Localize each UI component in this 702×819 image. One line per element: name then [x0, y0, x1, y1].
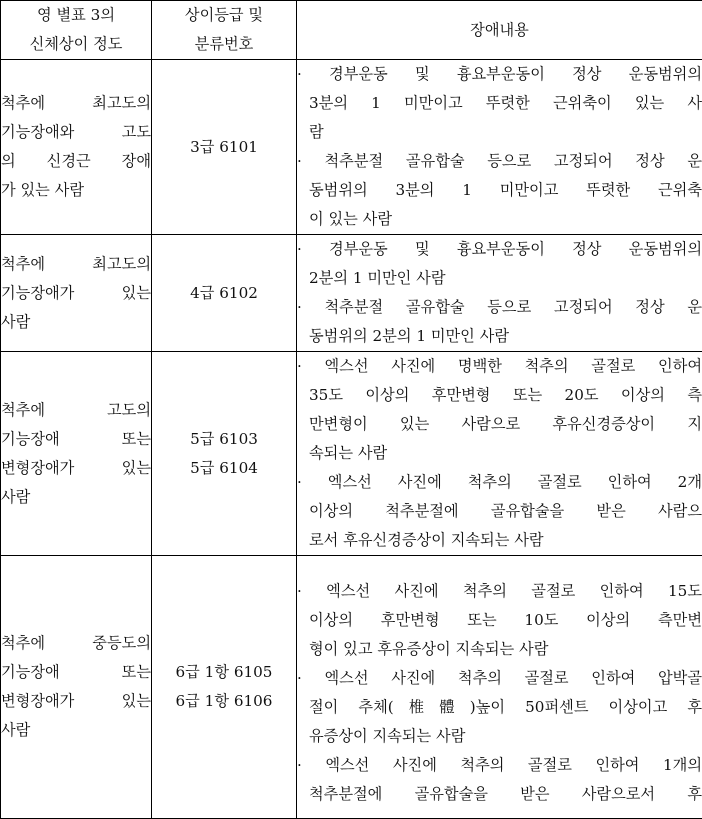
condition-line: 기능장애가 있는 — [1, 279, 151, 308]
description-line: · 엑스선 사진에 척추의 골절로 인하여 압박골 — [297, 664, 702, 693]
description-line: 만변형이 있는 사람으로 후유신경증상이 지 — [297, 410, 702, 439]
header-body-condition-line2: 신체상이 정도 — [30, 35, 123, 53]
condition-line: 사람 — [1, 308, 151, 337]
condition-line: 변형장애가 있는 — [1, 687, 151, 716]
condition-line: 사람 — [1, 716, 151, 745]
condition-cell — [1, 556, 152, 819]
description-line: 이상의 후만변형 또는 10도 이상의 측만변 — [297, 606, 702, 635]
description-cell — [297, 556, 702, 819]
header-disability-content — [297, 1, 702, 60]
description-cell — [297, 60, 702, 235]
table-body — [1, 60, 702, 819]
description-line: 유증상이 지속되는 사람 — [297, 722, 702, 751]
description-line: 형이 있고 후유증상이 지속되는 사람 — [297, 635, 702, 664]
table-row — [1, 556, 702, 819]
condition-line: 가 있는 사람 — [1, 176, 151, 205]
condition-line: 변형장애가 있는 — [1, 454, 151, 483]
description-line: 동범위의 2분의 1 미만인 사람 — [297, 322, 702, 351]
description-item — [297, 352, 702, 468]
description-cell — [297, 352, 702, 556]
description-line: 람 — [297, 118, 702, 147]
description-line: · 엑스선 사진에 척추의 골절로 인하여 15도 — [297, 577, 702, 606]
condition-line: 척추에 최고도의 — [1, 250, 151, 279]
description-line: · 경부운동 및 흉요부운동이 정상 운동범위의 — [297, 235, 702, 264]
grade-code: 6급 1항 6106 — [152, 687, 296, 716]
condition-line: 척추에 중등도의 — [1, 629, 151, 658]
condition-line: 기능장애 또는 — [1, 425, 151, 454]
condition-line: 사람 — [1, 483, 151, 512]
header-grade-code-line1: 상이등급 및 — [185, 6, 263, 24]
header-body-condition — [1, 1, 152, 60]
description-line: 35도 이상의 후만변형 또는 20도 이상의 측 — [297, 381, 702, 410]
condition-line: 의 신경근 장애 — [1, 147, 151, 176]
description-item — [297, 664, 702, 751]
description-line: · 엑스선 사진에 척추의 골절로 인하여 1개의 — [297, 751, 702, 780]
condition-cell — [1, 60, 152, 235]
description-line: 속되는 사람 — [297, 439, 702, 468]
description-line: 절이 추체(椎體)높이 50퍼센트 이상이고 후 — [297, 693, 702, 722]
description-item — [297, 751, 702, 809]
header-grade-code-line2: 분류번호 — [195, 35, 254, 53]
description-item — [297, 293, 702, 351]
condition-cell — [1, 352, 152, 556]
description-line: 3분의 1 미만이고 뚜렷한 근위축이 있는 사 — [297, 89, 702, 118]
description-line: · 경부운동 및 흉요부운동이 정상 운동범위의 — [297, 60, 702, 89]
condition-cell — [1, 235, 152, 352]
condition-line: 척추에 최고도의 — [1, 89, 151, 118]
grade-code: 6급 1항 6105 — [152, 658, 296, 687]
description-line: · 엑스선 사진에 척추의 골절로 인하여 2개 — [297, 468, 702, 497]
description-item — [297, 468, 702, 555]
table-row — [1, 352, 702, 556]
description-line: 척추분절에 골유합술을 받은 사람으로서 후 — [297, 780, 702, 809]
description-item — [297, 60, 702, 147]
condition-line: 기능장애 또는 — [1, 658, 151, 687]
grade-code: 3급 6101 — [152, 133, 296, 162]
grade-cell — [152, 235, 297, 352]
grade-cell — [152, 60, 297, 235]
condition-line: 기능장애와 고도 — [1, 118, 151, 147]
description-line: 2분의 1 미만인 사람 — [297, 264, 702, 293]
header-body-condition-line1: 영 별표 3의 — [37, 6, 115, 24]
grade-cell — [152, 556, 297, 819]
description-line: · 엑스선 사진에 명백한 척추의 골절로 인하여 — [297, 352, 702, 381]
description-line: 동범위의 3분의 1 미만이고 뚜렷한 근위축 — [297, 176, 702, 205]
header-row — [1, 1, 702, 60]
description-line: · 척추분절 골유합술 등으로 고정되어 정상 운 — [297, 293, 702, 322]
grade-code: 4급 6102 — [152, 279, 296, 308]
grade-code: 5급 6104 — [152, 454, 296, 483]
grade-cell — [152, 352, 297, 556]
header-disability-content-label: 장애내용 — [470, 21, 529, 39]
description-line: 이상의 척추분절에 골유합술을 받은 사람으 — [297, 497, 702, 526]
description-line: 로서 후유신경증상이 지속되는 사람 — [297, 526, 702, 555]
table-row — [1, 235, 702, 352]
table-row — [1, 60, 702, 235]
description-item — [297, 147, 702, 234]
description-line: · 척추분절 골유합술 등으로 고정되어 정상 운 — [297, 147, 702, 176]
header-grade-code — [152, 1, 297, 60]
description-cell — [297, 235, 702, 352]
description-item — [297, 235, 702, 293]
condition-line: 척추에 고도의 — [1, 396, 151, 425]
description-item — [297, 577, 702, 664]
grade-code: 5급 6103 — [152, 425, 296, 454]
description-line: 이 있는 사람 — [297, 205, 702, 234]
